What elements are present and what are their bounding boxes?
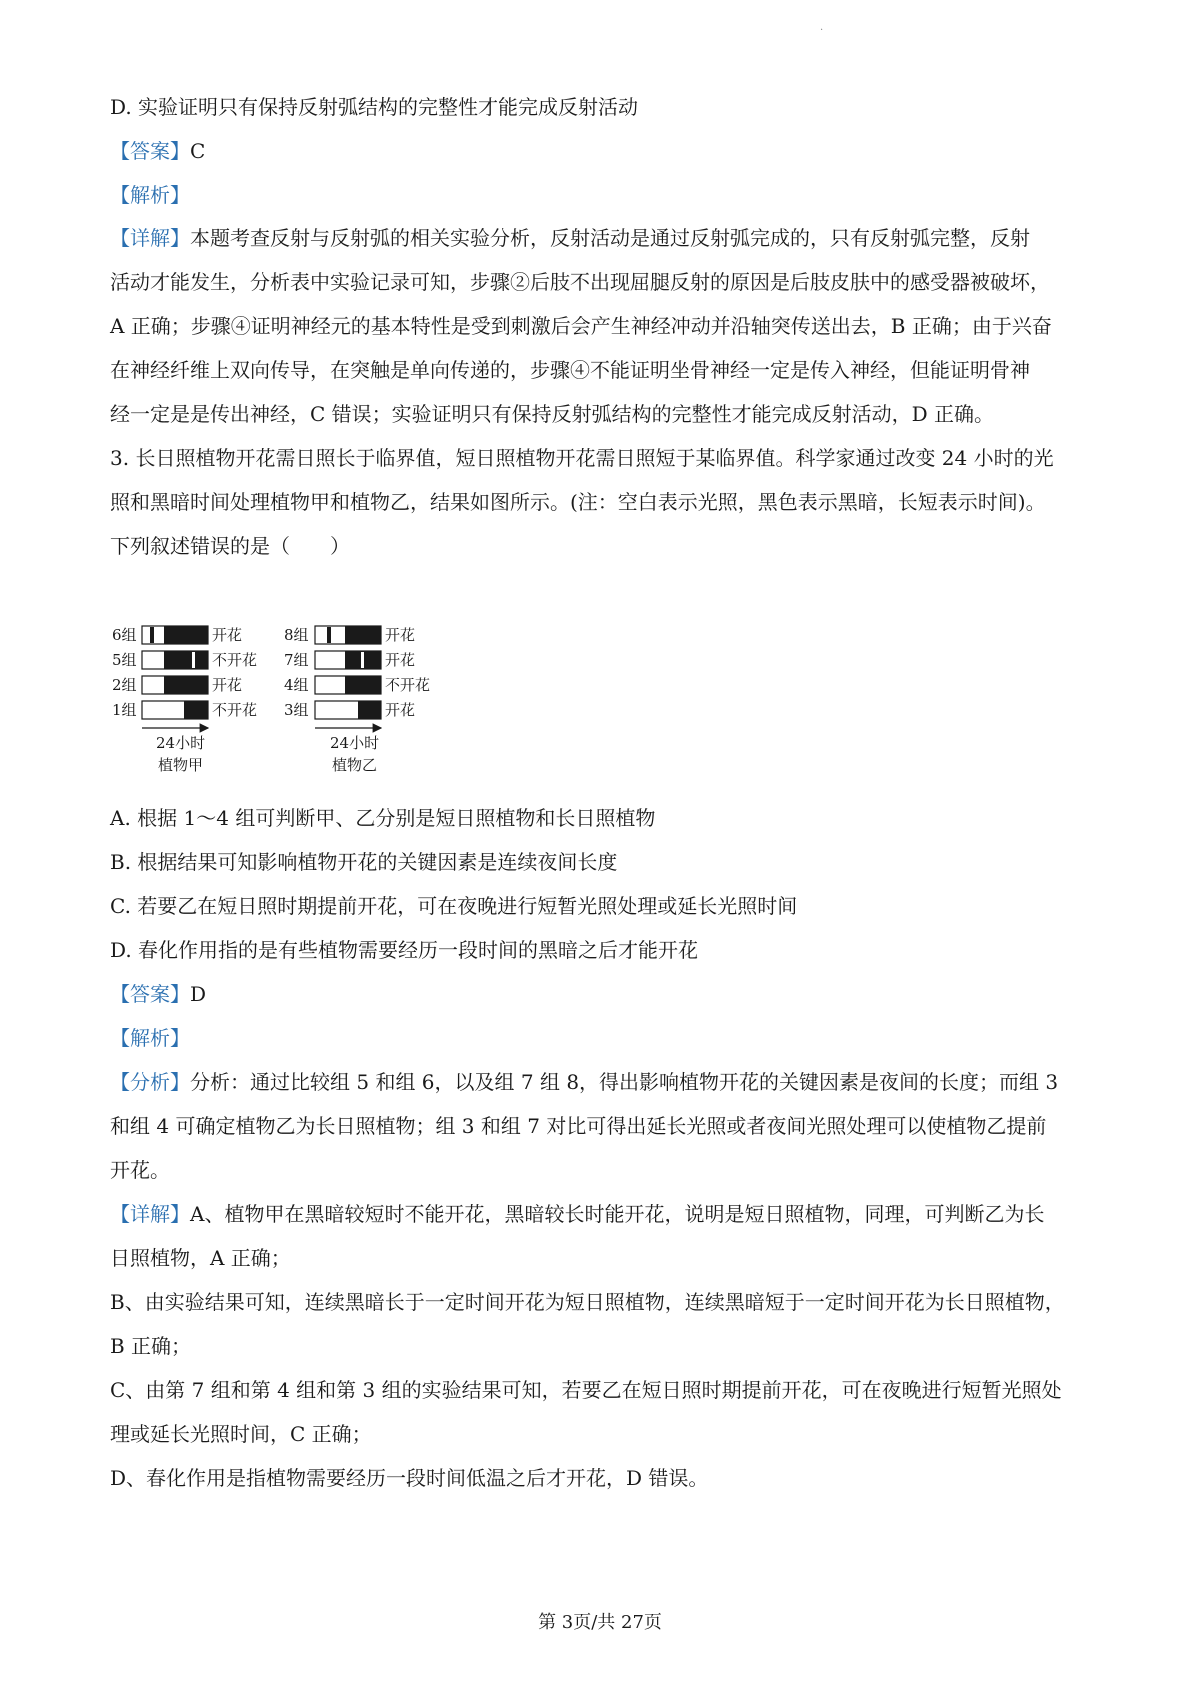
right-group-label-1: 7组 bbox=[284, 651, 309, 669]
top-mark: . bbox=[820, 22, 824, 33]
q3-stem-line-2: 下列叙述错误的是（ ） bbox=[110, 534, 350, 558]
left-group-result-1: 不开花 bbox=[212, 651, 258, 669]
right-group-label-0: 8组 bbox=[284, 626, 309, 644]
q3-option-a: A. 根据 1～4 组可判断甲、乙分别是短日照植物和长日照植物 bbox=[110, 806, 656, 830]
q3-stem-line-0: 3. 长日照植物开花需日照长于临界值，短日照植物开花需日照短于某临界值。科学家通过改变 24 小时的光 bbox=[110, 446, 1054, 470]
prev-detail-line-4: 经一定是是传出神经，C 错误；实验证明只有保持反射弧结构的完整性才能完成反射活动，D 正确。 bbox=[110, 402, 995, 426]
dark-bar bbox=[164, 676, 208, 694]
right-group-result-0: 开花 bbox=[385, 626, 416, 644]
dark-bar bbox=[358, 701, 381, 719]
night-break-dark bbox=[327, 627, 331, 643]
dark-bar bbox=[164, 626, 208, 644]
prev-analysis-tag: 【解析】 bbox=[110, 183, 190, 207]
q3-fenxi-line-0 bbox=[110, 1068, 1100, 1096]
q3-fenxi-line-1: 和组 4 可确定植物乙为长日照植物；组 3 和组 7 对比可得出延长光照或者夜间光照处理可以使植物乙提前 bbox=[110, 1114, 1047, 1138]
q3-detail-line-6: D、春化作用是指植物需要经历一段时间低温之后才开花，D 错误。 bbox=[110, 1466, 709, 1490]
right-caption: 植物乙 bbox=[332, 756, 378, 774]
dark-bar bbox=[345, 676, 381, 694]
prev-detail-text-0: 本题考查反射与反射弧的相关实验分析，反射活动是通过反射弧完成的，只有反射弧完整，反射 bbox=[190, 226, 1030, 250]
right-group-label-3: 3组 bbox=[284, 701, 309, 719]
q3-detail-line-1: 日照植物，A 正确； bbox=[110, 1246, 291, 1270]
night-break-light bbox=[192, 652, 195, 668]
q3-detail-line-4: C、由第 7 组和第 4 组和第 3 组的实验结果可知，若要乙在短日照时期提前开花，可在夜晚进行短暂光照处 bbox=[110, 1378, 1062, 1402]
q3-fenxi-text-0: 分析：通过比较组 5 和组 6，以及组 7 组 8，得出影响植物开花的关键因素是夜间的长度；而组 3 bbox=[190, 1070, 1059, 1094]
prev-answer-tag: 【答案】 bbox=[110, 139, 190, 163]
q3-detail-tag: 【详解】 bbox=[110, 1202, 190, 1226]
q3-detail-text-0: A、植物甲在黑暗较短时不能开花，黑暗较长时能开花，说明是短日照植物，同理，可判断乙为长 bbox=[190, 1202, 1045, 1226]
prev-detail-line-1: 活动才能发生，分析表中实验记录可知，步骤②后肢不出现屈腿反射的原因是后肢皮肤中的感受器被破坏， bbox=[110, 270, 1050, 294]
dark-bar bbox=[164, 651, 208, 669]
page-footer: 第 3页/共 27页 bbox=[538, 1612, 662, 1633]
left-group-result-2: 开花 bbox=[212, 676, 243, 694]
q3-fenxi-line-2: 开花。 bbox=[110, 1158, 170, 1182]
q3-option-b: B. 根据结果可知影响植物开花的关键因素是连续夜间长度 bbox=[110, 850, 618, 874]
right-group-result-1: 开花 bbox=[385, 651, 416, 669]
q3-stem-line-1: 照和黑暗时间处理植物甲和植物乙，结果如图所示。(注：空白表示光照，黑色表示黑暗，长短表示时间)。 bbox=[110, 490, 1046, 514]
q3-answer-tag: 【答案】 bbox=[110, 982, 190, 1006]
q3-answer-value: D bbox=[190, 982, 207, 1006]
q3-analysis-tag: 【解析】 bbox=[110, 1026, 190, 1050]
right-axis-label: 24小时 bbox=[330, 734, 380, 752]
right-group-label-2: 4组 bbox=[284, 676, 309, 694]
night-break-dark bbox=[150, 627, 154, 643]
q3-fenxi-tag: 【分析】 bbox=[110, 1070, 190, 1094]
q3-option-c: C. 若要乙在短日照时期提前开花，可在夜晚进行短暂光照处理或延长光照时间 bbox=[110, 894, 798, 918]
q3-option-d: D. 春化作用指的是有些植物需要经历一段时间的黑暗之后才能开花 bbox=[110, 938, 699, 962]
night-break-light bbox=[361, 652, 364, 668]
q3-detail-line-3: B 正确； bbox=[110, 1334, 192, 1358]
left-group-label-1: 5组 bbox=[112, 651, 137, 669]
prev-detail-line-0 bbox=[110, 224, 1100, 252]
q3-answer bbox=[110, 980, 1100, 1008]
prev-answer-value: C bbox=[190, 139, 206, 163]
left-group-result-0: 开花 bbox=[212, 626, 243, 644]
prev-detail-line-2: A 正确；步骤④证明神经元的基本特性是受到刺激后会产生神经冲动并沿轴突传送出去，B 正确；由于兴奋 bbox=[110, 314, 1052, 338]
left-group-result-3: 不开花 bbox=[212, 701, 258, 719]
dark-bar bbox=[184, 701, 208, 719]
prev-answer bbox=[110, 137, 1100, 165]
right-group-result-2: 不开花 bbox=[385, 676, 431, 694]
left-caption: 植物甲 bbox=[158, 756, 204, 774]
photoperiod-figure bbox=[112, 622, 512, 802]
prev-option-d: D. 实验证明只有保持反射弧结构的完整性才能完成反射活动 bbox=[110, 95, 639, 119]
dark-bar bbox=[345, 626, 381, 644]
left-group-label-0: 6组 bbox=[112, 626, 137, 644]
left-group-label-2: 2组 bbox=[112, 676, 137, 694]
q3-detail-line-2: B、由实验结果可知，连续黑暗长于一定时间开花为短日照植物，连续黑暗短于一定时间开花为长日照植物， bbox=[110, 1290, 1065, 1314]
left-axis-label: 24小时 bbox=[156, 734, 206, 752]
left-group-label-3: 1组 bbox=[112, 701, 137, 719]
prev-detail-tag: 【详解】 bbox=[110, 226, 190, 250]
prev-detail-line-3: 在神经纤维上双向传导，在突触是单向传递的，步骤④不能证明坐骨神经一定是传入神经，但能证明骨神 bbox=[110, 358, 1030, 382]
q3-detail-line-5: 理或延长光照时间，C 正确； bbox=[110, 1422, 372, 1446]
right-group-result-3: 开花 bbox=[385, 701, 416, 719]
q3-detail-line-0 bbox=[110, 1200, 1100, 1228]
